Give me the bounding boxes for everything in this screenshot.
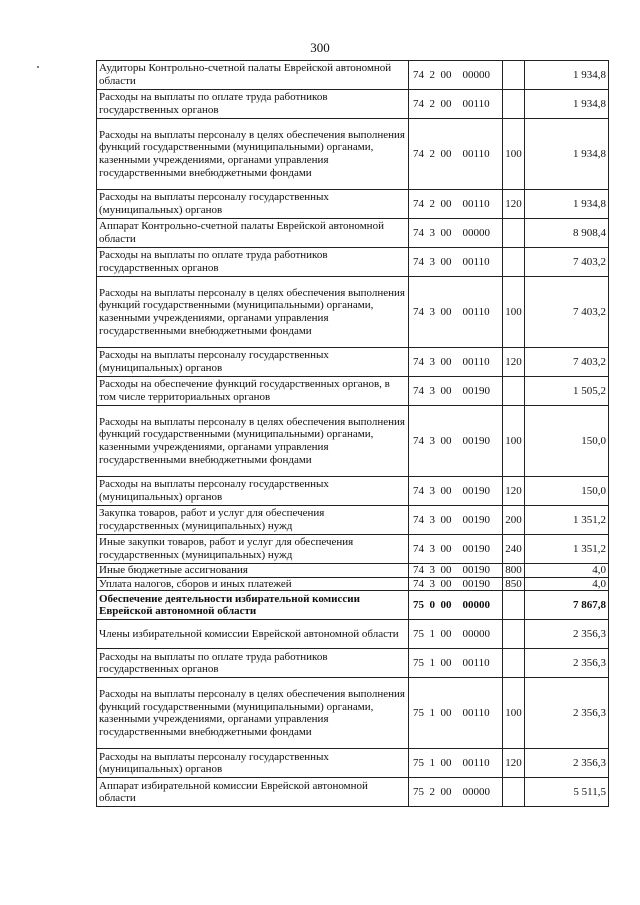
row-description: Расходы на выплаты персоналу в целях обеспечения выполнения функций государственными (муниципальными) органами, казенными учреждениями, органами управления государственными внебюджетными фондами [97, 277, 409, 348]
table-row [97, 564, 609, 578]
row-target-code: 75 0 00 00000 [409, 591, 503, 620]
row-description: Иные закупки товаров, работ и услуг для обеспечения государственных (муниципальных) нужд [97, 535, 409, 564]
row-expense-type [503, 90, 525, 119]
row-description: Расходы на выплаты по оплате труда работников государственных органов [97, 90, 409, 119]
row-target-code: 74 3 00 00190 [409, 377, 503, 406]
table-row [97, 277, 609, 348]
table-row [97, 90, 609, 119]
table-row [97, 348, 609, 377]
row-target-code: 74 3 00 00110 [409, 248, 503, 277]
row-target-code: 75 1 00 00000 [409, 620, 503, 649]
table-row [97, 119, 609, 190]
row-target-code: 74 2 00 00110 [409, 119, 503, 190]
row-description: Иные бюджетные ассигнования [97, 564, 409, 578]
row-expense-type [503, 248, 525, 277]
row-description: Расходы на выплаты персоналу в целях обеспечения выполнения функций государственными (муниципальными) органами, казенными учреждениями, органами управления государственными внебюджетными фондами [97, 119, 409, 190]
row-description: Расходы на выплаты по оплате труда работников государственных органов [97, 248, 409, 277]
row-expense-type: 240 [503, 535, 525, 564]
row-amount: 7 403,2 [525, 248, 609, 277]
row-amount: 7 403,2 [525, 277, 609, 348]
row-description: Расходы на обеспечение функций государственных органов, в том числе территориальных органов [97, 377, 409, 406]
row-expense-type: 100 [503, 406, 525, 477]
row-target-code: 74 3 00 00190 [409, 477, 503, 506]
table-row [97, 477, 609, 506]
row-expense-type: 120 [503, 477, 525, 506]
row-amount: 4,0 [525, 564, 609, 578]
table-row [97, 620, 609, 649]
row-amount: 1 351,2 [525, 535, 609, 564]
budget-table [96, 60, 609, 807]
row-description: Аудиторы Контрольно-счетной палаты Еврейской автономной области [97, 61, 409, 90]
row-expense-type [503, 377, 525, 406]
row-target-code: 74 3 00 00190 [409, 535, 503, 564]
row-expense-type: 100 [503, 678, 525, 749]
table-row [97, 219, 609, 248]
row-description: Уплата налогов, сборов и иных платежей [97, 577, 409, 591]
row-expense-type: 120 [503, 190, 525, 219]
row-amount: 150,0 [525, 477, 609, 506]
row-description: Члены избирательной комиссии Еврейской автономной области [97, 620, 409, 649]
row-target-code: 74 2 00 00000 [409, 61, 503, 90]
row-expense-type: 120 [503, 749, 525, 778]
row-amount: 1 505,2 [525, 377, 609, 406]
table-row [97, 406, 609, 477]
row-description: Аппарат Контрольно-счетной палаты Еврейской автономной области [97, 219, 409, 248]
budget-table-body [97, 61, 609, 807]
row-target-code: 75 1 00 00110 [409, 678, 503, 749]
row-target-code: 74 3 00 00110 [409, 277, 503, 348]
table-row [97, 749, 609, 778]
row-amount: 2 356,3 [525, 749, 609, 778]
row-description: Расходы на выплаты персоналу в целях обеспечения выполнения функций государственными (муниципальными) органами, казенными учреждениями, органами управления государственными внебюджетными фондами [97, 678, 409, 749]
row-amount: 150,0 [525, 406, 609, 477]
table-row [97, 778, 609, 807]
row-amount: 7 867,8 [525, 591, 609, 620]
row-amount: 1 934,8 [525, 190, 609, 219]
row-amount: 5 511,5 [525, 778, 609, 807]
table-row [97, 535, 609, 564]
table-row [97, 377, 609, 406]
row-amount: 4,0 [525, 577, 609, 591]
row-amount: 7 403,2 [525, 348, 609, 377]
row-description: Расходы на выплаты персоналу государственных (муниципальных) органов [97, 477, 409, 506]
row-description: Расходы на выплаты персоналу государственных (муниципальных) органов [97, 749, 409, 778]
row-target-code: 74 3 00 00190 [409, 577, 503, 591]
row-target-code: 74 2 00 00110 [409, 190, 503, 219]
table-row [97, 577, 609, 591]
row-description: Обеспечение деятельности избирательной комиссии Еврейской автономной области [97, 591, 409, 620]
row-description: Расходы на выплаты персоналу государственных (муниципальных) органов [97, 190, 409, 219]
table-row [97, 190, 609, 219]
table-row [97, 649, 609, 678]
row-expense-type: 100 [503, 119, 525, 190]
row-amount: 1 934,8 [525, 119, 609, 190]
row-amount: 2 356,3 [525, 620, 609, 649]
row-expense-type: 100 [503, 277, 525, 348]
row-target-code: 75 2 00 00000 [409, 778, 503, 807]
table-row [97, 678, 609, 749]
row-amount: 1 934,8 [525, 61, 609, 90]
row-expense-type: 200 [503, 506, 525, 535]
row-expense-type [503, 591, 525, 620]
table-row [97, 506, 609, 535]
row-expense-type: 800 [503, 564, 525, 578]
row-target-code: 74 3 00 00190 [409, 564, 503, 578]
row-expense-type [503, 620, 525, 649]
row-expense-type [503, 61, 525, 90]
row-description: Закупка товаров, работ и услуг для обеспечения государственных (муниципальных) нужд [97, 506, 409, 535]
row-description: Расходы на выплаты по оплате труда работников государственных органов [97, 649, 409, 678]
row-expense-type: 120 [503, 348, 525, 377]
row-target-code: 74 3 00 00190 [409, 506, 503, 535]
row-amount: 1 934,8 [525, 90, 609, 119]
scan-speck [37, 66, 39, 68]
table-row [97, 591, 609, 620]
row-expense-type [503, 649, 525, 678]
row-target-code: 74 3 00 00110 [409, 348, 503, 377]
row-target-code: 74 2 00 00110 [409, 90, 503, 119]
row-description: Расходы на выплаты персоналу в целях обеспечения выполнения функций государственными (муниципальными) органами, казенными учреждениями, органами управления государственными внебюджетными фондами [97, 406, 409, 477]
row-amount: 2 356,3 [525, 678, 609, 749]
row-target-code: 74 3 00 00190 [409, 406, 503, 477]
table-row [97, 248, 609, 277]
row-target-code: 75 1 00 00110 [409, 749, 503, 778]
row-amount: 2 356,3 [525, 649, 609, 678]
table-row [97, 61, 609, 90]
row-description: Расходы на выплаты персоналу государственных (муниципальных) органов [97, 348, 409, 377]
row-expense-type: 850 [503, 577, 525, 591]
row-expense-type [503, 219, 525, 248]
page-number: 300 [310, 40, 330, 55]
row-target-code: 75 1 00 00110 [409, 649, 503, 678]
row-amount: 8 908,4 [525, 219, 609, 248]
row-amount: 1 351,2 [525, 506, 609, 535]
row-description: Аппарат избирательной комиссии Еврейской автономной области [97, 778, 409, 807]
row-expense-type [503, 778, 525, 807]
row-target-code: 74 3 00 00000 [409, 219, 503, 248]
